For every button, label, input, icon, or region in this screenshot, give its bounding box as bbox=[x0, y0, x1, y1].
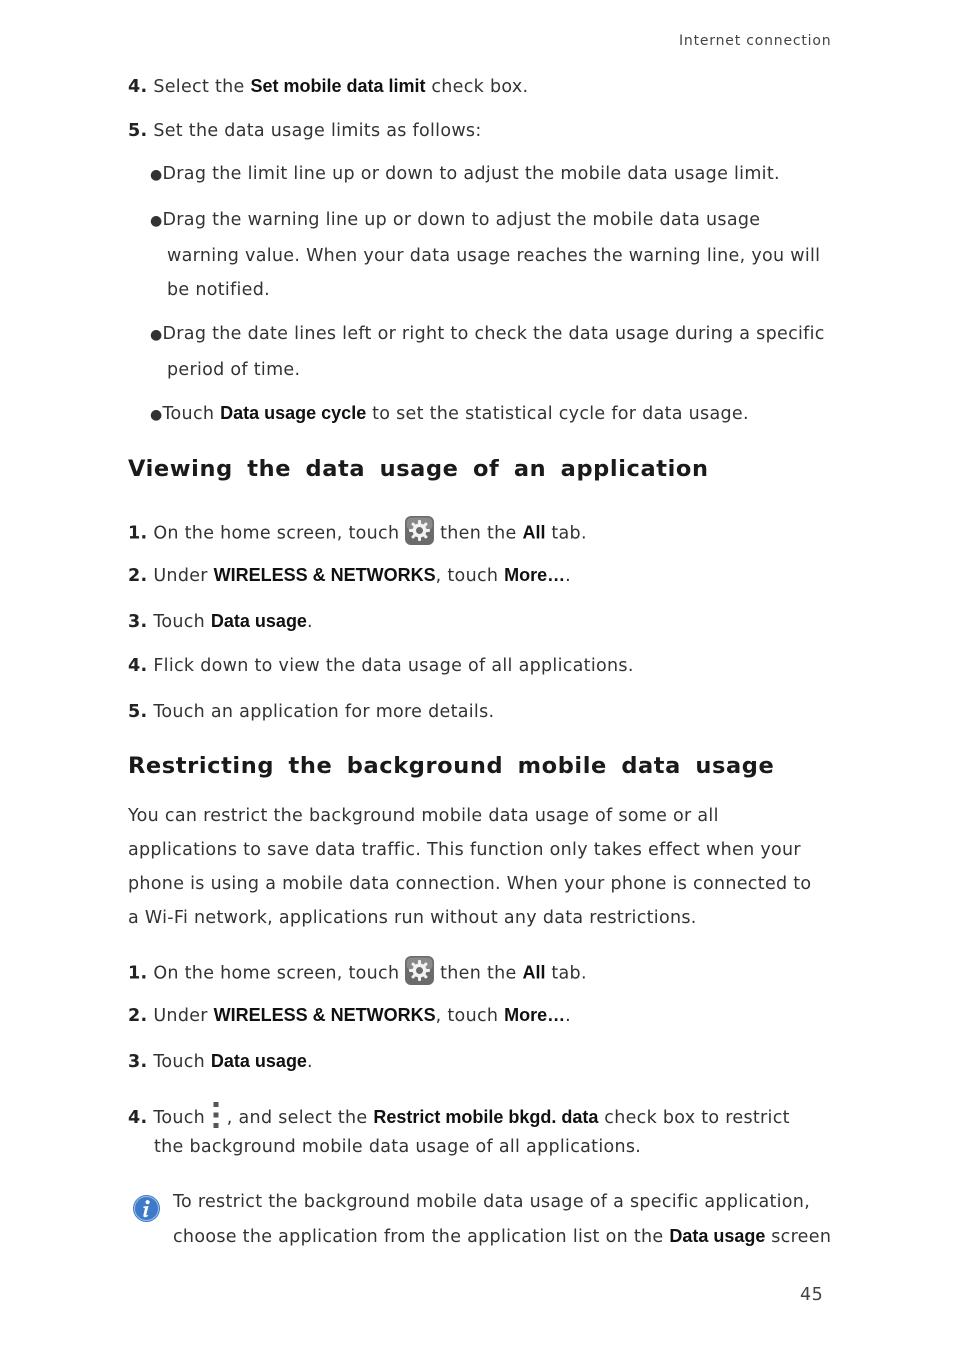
note-text-part: screen bbox=[765, 1227, 832, 1247]
step-bold-term: All bbox=[522, 962, 546, 983]
step-number: 4. bbox=[128, 77, 148, 97]
step-number: 3. bbox=[128, 1052, 148, 1072]
page-number: 45 bbox=[800, 1285, 824, 1305]
bullet-limit-line bbox=[150, 164, 780, 185]
bullet-icon: ● bbox=[150, 327, 163, 343]
bullet-text: Drag the date lines left or right to check the data usage during a specific bbox=[162, 324, 825, 344]
bullet-text-continued: period of time. bbox=[167, 360, 301, 380]
step-text: , touch bbox=[435, 1006, 505, 1026]
step-text: tab. bbox=[545, 523, 587, 544]
step-number: 1. bbox=[128, 963, 148, 984]
step-text: Set the data usage limits as follows: bbox=[153, 121, 482, 141]
step-text: . bbox=[565, 566, 572, 586]
step-number: 3. bbox=[128, 612, 148, 632]
step-text: Touch bbox=[153, 612, 211, 632]
note-bold-term: Data usage bbox=[669, 1226, 766, 1246]
step-bold-term: WIRELESS & NETWORKS bbox=[213, 565, 436, 585]
step-text: , touch bbox=[435, 566, 505, 586]
bullet-text: Touch bbox=[162, 404, 221, 424]
bullet-icon: ● bbox=[150, 407, 163, 423]
step-text: then the bbox=[440, 963, 523, 984]
restrict-step-4 bbox=[128, 1103, 790, 1133]
intro-paragraph: You can restrict the background mobile data usage of some or all applications to save data traffic. This function only takes effect when your phone is using a mobile data connection. When your phone is connected to a Wi-Fi network, applications run without any data restrictions. bbox=[128, 806, 812, 928]
restrict-step-3 bbox=[128, 1051, 313, 1072]
step-bold-term: Data usage bbox=[210, 1051, 307, 1071]
step-text: check box. bbox=[425, 77, 529, 97]
view-step-4 bbox=[128, 656, 634, 676]
step-text: Touch bbox=[153, 1052, 211, 1072]
step-text: tab. bbox=[545, 963, 587, 984]
step-bold-term: More… bbox=[504, 1005, 566, 1025]
view-step-5 bbox=[128, 702, 494, 722]
step-number: 4. bbox=[128, 1108, 148, 1128]
step-number: 1. bbox=[128, 523, 148, 544]
bullet-date-lines bbox=[150, 324, 825, 345]
step-number: 5. bbox=[128, 702, 148, 722]
step-number: 2. bbox=[128, 1006, 148, 1026]
step-text: Select the bbox=[153, 77, 251, 97]
note-text bbox=[173, 1226, 831, 1247]
step-text: Under bbox=[153, 566, 214, 586]
step-text: On the home screen, touch bbox=[153, 523, 400, 544]
bullet-text-continued: warning value. When your data usage reaches the warning line, you will bbox=[167, 246, 821, 266]
step-text: On the home screen, touch bbox=[153, 963, 400, 984]
step-text: Touch bbox=[153, 1108, 206, 1128]
view-step-1 bbox=[128, 519, 587, 548]
bullet-icon: ● bbox=[150, 167, 163, 183]
view-step-2 bbox=[128, 565, 571, 586]
step-number: 2. bbox=[128, 566, 148, 586]
restrict-step-2 bbox=[128, 1005, 571, 1026]
bullet-warning-line bbox=[150, 210, 760, 231]
info-icon bbox=[132, 1194, 161, 1223]
step-text: . bbox=[565, 1006, 572, 1026]
step-text: . bbox=[306, 1052, 313, 1072]
section-heading-viewing-data-usage: Viewing the data usage of an application bbox=[128, 456, 709, 482]
step-bold-term: All bbox=[522, 522, 546, 543]
bullet-text: to set the statistical cycle for data usage. bbox=[366, 404, 749, 424]
bullet-text-continued: be notified. bbox=[167, 280, 271, 300]
step-bold-term: WIRELESS & NETWORKS bbox=[213, 1005, 436, 1025]
step-text: , and select the bbox=[226, 1108, 374, 1128]
step-number: 5. bbox=[128, 121, 148, 141]
step-text: Flick down to view the data usage of all applications. bbox=[153, 656, 634, 676]
step-bold-term: Set mobile data limit bbox=[250, 76, 426, 96]
step-text: then the bbox=[440, 523, 523, 544]
note-text-part: choose the application from the application list on the bbox=[173, 1227, 670, 1247]
step-bold-term: Data usage bbox=[210, 611, 307, 631]
step-bold-term: More… bbox=[504, 565, 566, 585]
note-text: To restrict the background mobile data usage of a specific application, bbox=[173, 1192, 811, 1212]
step-text: Touch an application for more details. bbox=[153, 702, 495, 722]
step-text: Under bbox=[153, 1006, 214, 1026]
step-5-set-limits bbox=[128, 121, 482, 141]
step-text-continued: the background mobile data usage of all applications. bbox=[154, 1137, 642, 1157]
step-4-set-limit bbox=[128, 76, 528, 97]
view-step-3 bbox=[128, 611, 313, 632]
gear-icon bbox=[405, 516, 434, 545]
bullet-icon: ● bbox=[150, 213, 163, 229]
more-options-icon bbox=[211, 1100, 221, 1130]
step-number: 4. bbox=[128, 656, 148, 676]
step-text: . bbox=[306, 612, 313, 632]
bullet-text: Drag the warning line up or down to adjust the mobile data usage bbox=[162, 210, 761, 230]
page-header: Internet connection bbox=[679, 33, 832, 49]
bullet-bold-term: Data usage cycle bbox=[220, 403, 367, 423]
bullet-text: Drag the limit line up or down to adjust the mobile data usage limit. bbox=[162, 164, 780, 184]
gear-icon bbox=[405, 956, 434, 985]
bullet-data-usage-cycle bbox=[150, 403, 749, 425]
section-heading-restricting-background: Restricting the background mobile data usage bbox=[128, 753, 775, 779]
step-bold-term: Restrict mobile bkgd. data bbox=[373, 1107, 599, 1127]
restrict-step-1 bbox=[128, 959, 587, 988]
step-text: check box to restrict bbox=[598, 1108, 790, 1128]
